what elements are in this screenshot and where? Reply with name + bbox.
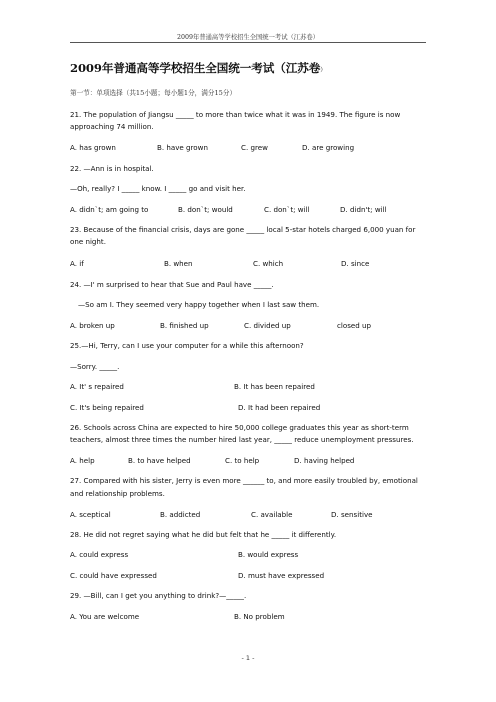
option-b: B. No problem <box>234 612 285 621</box>
option-b: B. finished up <box>160 321 209 330</box>
question-stem-line: 21. The population of Jiangsu _____ to more than twice what it was in 1949. The figure is now <box>70 110 401 119</box>
option-c: C. to help <box>225 456 260 465</box>
option-b: B. addicted <box>160 510 201 519</box>
question-stem-line: —Oh, really? I _____ know. I _____ go and visit her. <box>70 184 246 193</box>
option-a: A. It' s repaired <box>70 382 124 391</box>
option-b: B. when <box>164 259 193 268</box>
title-text: 2009年普通高等学校招生全国统一考试（江苏卷 <box>70 61 321 75</box>
option-d: D. since <box>341 259 370 268</box>
option-c: C. available <box>251 510 293 519</box>
question-stem-line: 27. Compared with his sister, Jerry is even more ______ to, and more easily troubled by, emotional <box>70 476 418 485</box>
option-d: D. having helped <box>294 456 355 465</box>
option-d: D. are growing <box>302 143 355 152</box>
option-d: D. It had been repaired <box>238 403 321 412</box>
option-c: C. It's being repaired <box>70 403 144 412</box>
option-b: B. It has been repaired <box>234 382 315 391</box>
option-d: D. didn't; will <box>340 205 387 214</box>
option-c: C. divided up <box>244 321 291 330</box>
page-header: 2009年普通高等学校招生全国统一考试（江苏卷） <box>177 34 319 41</box>
question-stem-line: 25.—Hi, Terry, can I use your computer for a while this afternoon? <box>70 341 304 350</box>
question-stem-line: one night. <box>70 237 106 246</box>
option-a: A. broken up <box>70 321 115 330</box>
option-a: A. if <box>70 259 84 268</box>
option-a: A. help <box>70 456 95 465</box>
section-heading: 第一节：单项选择（共15小题；每小题1分，满分15分） <box>70 89 237 97</box>
option-a: A. didn`t; am going to <box>70 205 149 214</box>
question-stem-line: 22. —Ann is in hospital. <box>70 164 154 173</box>
question-stem-line: approaching 74 million. <box>70 122 154 131</box>
question-stem-line: teachers, almost three times the number hired last year, _____ reduce unemployment pressures. <box>70 435 414 444</box>
option-c: C. grew <box>241 143 268 152</box>
option-a: A. You are welcome <box>70 612 140 621</box>
question-stem-line: 26. Schools across China are expected to hire 50,000 college graduates this year as short-term <box>70 423 409 432</box>
question-stem-line: —Sorry. _____. <box>70 362 120 371</box>
option-c: C. don`t; will <box>264 205 310 214</box>
option-c: C. which <box>253 259 284 268</box>
option-b: B. don`t; would <box>178 205 233 214</box>
option-a: A. could express <box>70 550 129 559</box>
question-stem-line: 29. —Bill, can I get you anything to drink?—_____. <box>70 591 247 600</box>
option-c: C. could have expressed <box>70 571 157 580</box>
question-stem-line: and relationship problems. <box>70 489 165 498</box>
header-rule <box>70 42 426 43</box>
question-stem-line: 23. Because of the financial crisis, days are gone _____ local 5-star hotels charged 6,000 yuan for <box>70 225 416 234</box>
question-stem-line: —So am I. They seemed very happy together when I last saw them. <box>78 300 320 309</box>
option-a: A. sceptical <box>70 510 111 519</box>
question-stem-line: 28. He did not regret saying what he did but felt that he _____ it differently. <box>70 530 337 539</box>
option-d: D. sensitive <box>331 510 373 519</box>
page-title <box>70 60 326 76</box>
option-b: B. have grown <box>157 143 208 152</box>
option-b: B. would express <box>238 550 299 559</box>
question-stem-line: 24. —I' m surprised to hear that Sue and Paul have _____. <box>70 280 274 289</box>
page-number: - 1 - <box>241 654 255 662</box>
title-tail: ） <box>320 67 327 74</box>
option-d: D. must have expressed <box>238 571 325 580</box>
option-b: B. to have helped <box>128 456 191 465</box>
option-a: A. has grown <box>70 143 116 152</box>
option-d: closed up <box>337 321 372 330</box>
